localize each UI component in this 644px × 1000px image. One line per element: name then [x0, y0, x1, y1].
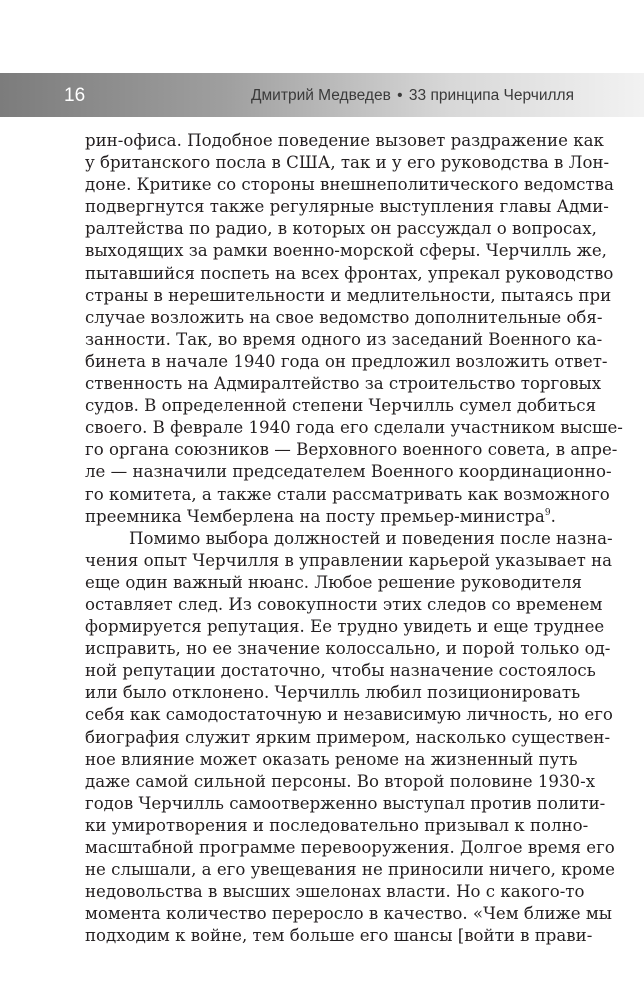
text-line: занности. Так, во время одного из заседаний Военного ка- — [85, 329, 603, 349]
author-name: Дмитрий Медведев — [251, 87, 391, 104]
text-line: исправить, но ее значение колоссально, и порой только од- — [85, 639, 611, 659]
text-line: подходим к войне, тем больше его шансы [войти в прави- — [85, 926, 593, 946]
text-line: го комитета, а также стали рассматривать как возможного — [85, 484, 610, 504]
text-line: го органа союзников — Верховного военного совета, в апре- — [85, 440, 618, 460]
text-line: чения опыт Черчилля в управлении карьерой указывает на — [85, 550, 613, 570]
text-line: у британского посла в США, так и у его руководства в Лон- — [85, 153, 610, 173]
text-line: оставляет след. Из совокупности этих следов со временем — [85, 594, 603, 614]
text-line: пытавшийся поспеть на всех фронтах, упрекал руководство — [85, 263, 614, 283]
text-line: ственность на Адмиралтейство за строительство торговых — [85, 374, 602, 394]
text-line: выходящих за рамки военно-морской сферы. Черчилль же, — [85, 241, 607, 261]
text-line: ралтейства по радио, в которых он рассуждал о вопросах, — [85, 219, 597, 239]
text-line: доне. Критике со стороны внешнеполитического ведомства — [85, 175, 614, 195]
footnote-marker: 9 — [544, 507, 551, 518]
text-line: формируется репутация. Ее трудно увидеть и еще труднее — [85, 617, 605, 637]
text-line: ле — назначили председателем Военного координационно- — [85, 462, 612, 482]
text-line: биография служит ярким примером, насколько существен- — [85, 727, 611, 747]
text-line: момента количество переросло в качество. «Чем ближе мы — [85, 904, 612, 924]
text-line: недовольства в высших эшелонах власти. Но с какого-то — [85, 882, 585, 902]
text-line: ной репутации достаточно, чтобы назначение состоялось — [85, 661, 596, 681]
text-line: своего. В феврале 1940 года его сделали участником высше- — [85, 418, 623, 438]
text-line: преемника Чемберлена на посту премьер-министра$^9$. — [85, 506, 556, 526]
book-title: 33 принципа Черчилля — [408, 87, 574, 104]
text-line: ки умиротворения и последовательно призывал к полно- — [85, 815, 589, 835]
separator-bullet: • — [397, 87, 403, 104]
text-line: ное влияние может оказать реноме на жизненный путь — [85, 749, 578, 769]
text-line: или было отклонено. Черчилль любил позиционировать — [85, 683, 581, 703]
text-line-content: преемника Чемберлена на посту премьер-министра — [85, 506, 545, 526]
text-line: годов Черчилль самоотверженно выступал против полити- — [85, 793, 606, 813]
text-line: не слышали, а его увещевания не приносили ничего, кроме — [85, 860, 615, 880]
text-line: случае возложить на свое ведомство дополнительные обя- — [85, 307, 603, 327]
text-line: судов. В определенной степени Черчилль сумел добиться — [85, 396, 597, 416]
text-line: даже самой сильной персоны. Во второй половине 1930-х — [85, 771, 596, 791]
text-line: масштабной программе перевооружения. Долгое время его — [85, 838, 615, 857]
body-text — [85, 130, 623, 947]
text-line: рин-офиса. Подобное поведение вызовет раздражение как — [85, 131, 604, 150]
text-line: Помимо выбора должностей и поведения после назна- — [129, 528, 613, 548]
text-line: подвергнутся также регулярные выступления главы Адми- — [85, 197, 609, 217]
running-header — [0, 73, 644, 117]
text-line: еще один важный нюанс. Любое решение руководителя — [85, 572, 582, 592]
paragraph-2 — [85, 528, 615, 948]
paragraph-1 — [85, 130, 623, 528]
text-line: себя как самодостаточную и независимую личность, но его — [85, 705, 613, 725]
text-line: страны в нерешительности и медлительности, пытаясь при — [85, 285, 612, 305]
page-number: 16 — [64, 85, 86, 106]
text-line: бинета в начале 1940 года он предложил возложить ответ- — [85, 351, 608, 371]
running-head — [251, 73, 574, 117]
